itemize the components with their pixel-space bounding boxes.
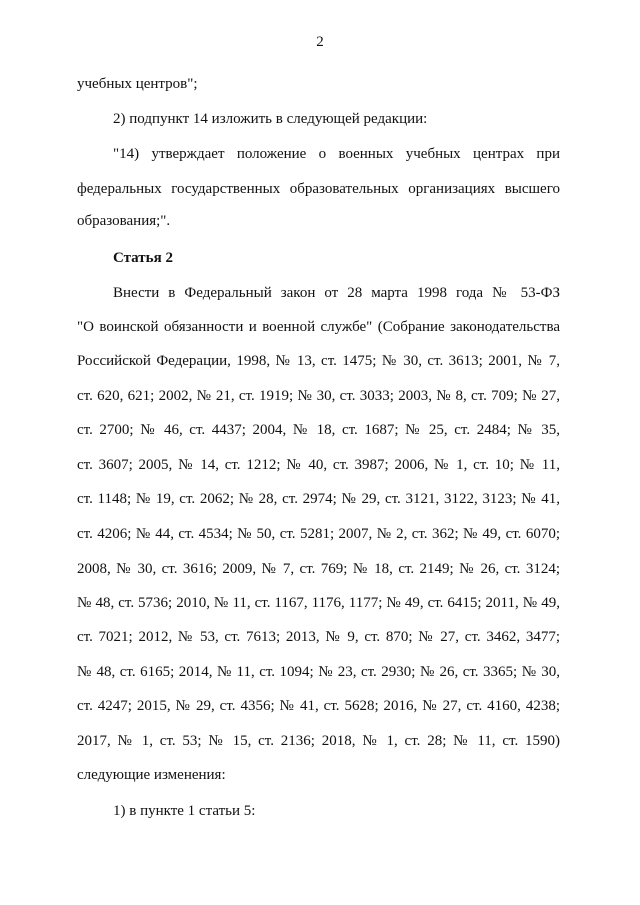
text-line: ст. 1148; № 19, ст. 2062; № 28, ст. 2974; № 29, ст. 3121, 3122, 3123; № 41,	[77, 491, 560, 507]
text-line: учебных центров";	[77, 76, 198, 92]
article-heading: Статья 2	[113, 250, 173, 266]
text-line: ст. 4247; 2015, № 29, ст. 4356; № 41, ст. 5628; 2016, № 27, ст. 4160, 4238;	[77, 698, 560, 714]
text-line: ст. 2700; № 46, ст. 4437; 2004, № 18, ст. 1687; № 25, ст. 2484; № 35,	[77, 422, 560, 438]
text-line: № 48, ст. 6165; 2014, № 11, ст. 1094; № 23, ст. 2930; № 26, ст. 3365; № 30,	[77, 664, 560, 680]
text-line: "О воинской обязанности и военной службе" (Собрание законодательства	[77, 319, 560, 335]
text-line: ст. 4206; № 44, ст. 4534; № 50, ст. 5281; 2007, № 2, ст. 362; № 49, ст. 6070;	[77, 526, 560, 542]
text-line: 2017, № 1, ст. 53; № 15, ст. 2136; 2018, № 1, ст. 28; № 11, ст. 1590)	[77, 733, 560, 749]
text-line: образования;".	[77, 213, 171, 229]
text-line: № 48, ст. 5736; 2010, № 11, ст. 1167, 1176, 1177; № 49, ст. 6415; 2011, № 49,	[77, 595, 560, 611]
text-line: ст. 3607; 2005, № 14, ст. 1212; № 40, ст. 3987; 2006, № 1, ст. 10; № 11,	[77, 457, 560, 473]
text-line: Внести в Федеральный закон от 28 марта 1998 года № 53-ФЗ	[113, 285, 560, 301]
page-number: 2	[316, 34, 324, 50]
text-line: следующие изменения:	[77, 767, 226, 783]
text-line: 2) подпункт 14 изложить в следующей редакции:	[113, 111, 428, 127]
text-line: 2008, № 30, ст. 3616; 2009, № 7, ст. 769; № 18, ст. 2149; № 26, ст. 3124;	[77, 561, 560, 577]
text-line: ст. 7021; 2012, № 53, ст. 7613; 2013, № 9, ст. 870; № 27, ст. 3462, 3477;	[77, 629, 560, 645]
text-line: 1) в пункте 1 статьи 5:	[113, 803, 256, 819]
text-line: Российской Федерации, 1998, № 13, ст. 1475; № 30, ст. 3613; 2001, № 7,	[77, 353, 560, 369]
text-line: федеральных государственных образовательных организациях высшего	[77, 181, 560, 197]
text-line: "14) утверждает положение о военных учебных центрах при	[113, 146, 560, 162]
text-line: ст. 620, 621; 2002, № 21, ст. 1919; № 30, ст. 3033; 2003, № 8, ст. 709; № 27,	[77, 388, 560, 404]
